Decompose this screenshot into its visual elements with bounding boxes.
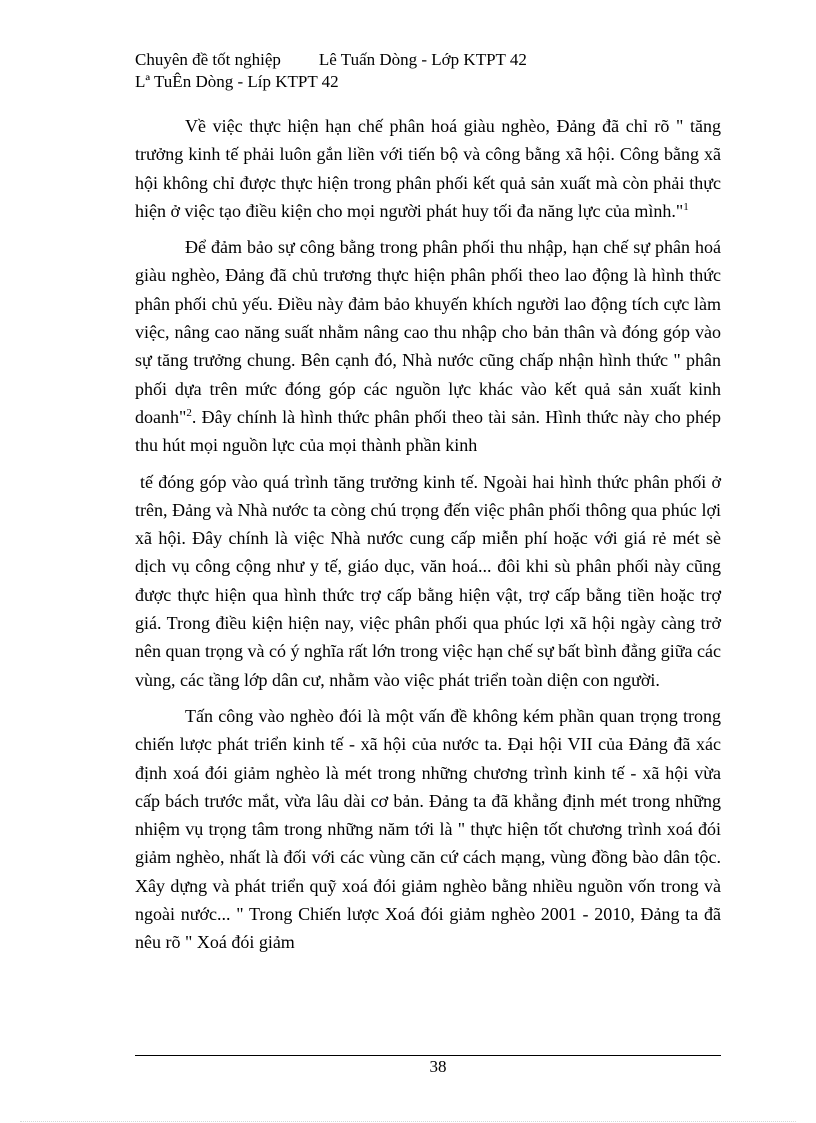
- page-bottom-border: [20, 1121, 796, 1122]
- paragraph-2-text-after: . Đây chính là hình thức phân phối theo tài sản. Hình thức này cho phép thu hút mọi nguồn lực của mọi thành phần kinh: [135, 406, 721, 456]
- paragraph-2-text-before: Để đảm bảo sự công bằng trong phân phối thu nhập, hạn chế sự phân hoá giàu nghèo, Đảng đã chủ trương thực hiện phân phối theo lao động là hình thức phân phối chủ yếu. Điều này đảm bảo khuyến khích người lao động tích cực làm việc, nâng cao năng suất nhằm nâng cao thu nhập cho bản thân và đóng góp vào sự tăng trưởng chung. Bên cạnh đó, Nhà nước cũng chấp nhận hình thức " phân phối dựa trên mức đóng góp các nguồn lực khác vào kết quả sản xuất kinh doanh": [135, 237, 721, 427]
- header-author: Lê Tuấn Dòng - Lớp KTPT 42: [318, 50, 527, 69]
- page-header: [135, 50, 527, 70]
- paragraph-4: Tấn công vào nghèo đói là một vấn đề không kém phần quan trọng trong chiến lược phát triển kinh tế - xã hội của nước ta. Đại hội VII của Đảng đã xác định xoá đói giảm nghèo là mét trong những chương trình kinh tế - xã hội vừa cấp bách trước mắt, vừa lâu dài cơ bản. Đảng ta đã khẳng định mét trong những nhiệm vụ trọng tâm trong những năm tới là " thực hiện tốt chương trình xoá đói giảm nghèo, nhất là đối với các vùng căn cứ cách mạng, vùng đồng bào dân tộc. Xây dựng và phát triển quỹ xoá đói giảm nghèo bằng nhiều nguồn vốn trong và ngoài nước... " Trong Chiến lược Xoá đói giảm nghèo 2001 - 2010, Đảng ta đã nêu rõ " Xoá đói giảm: [135, 705, 721, 953]
- paragraph-3: tế đóng góp vào quá trình tăng trưởng kinh tế. Ngoài hai hình thức phân phối ở trên, Đảng và Nhà nước ta còng chú trọng đến việc phân phối thông qua phúc lợi xã hội. Đây chính là việc Nhà nước cung cấp miễn phí hoặc với giá rẻ mét sè dịch vụ công cộng như y tế, giáo dục, văn hoá... đôi khi sù phân phối này cũng được thực hiện qua hình thức trợ cấp bằng hiện vật, trợ cấp bằng tiền hoặc trợ giá. Trong điều kiện hiện nay, việc phân phối qua phúc lợi xã hội ngày càng trở nên quan trọng và có ý nghĩa rất lớn trong việc hạn chế sự bất bình đẳng giữa các vùng, các tầng lớp dân cư, nhằm vào việc phát triển toàn diện con người.: [135, 471, 721, 690]
- footnote-ref-1: 1: [683, 200, 689, 213]
- page-number: 38: [429, 1057, 447, 1076]
- header-garbled-author: Lª TuÊn Dòng - Líp KTPT 42: [135, 72, 339, 91]
- footnote-ref-2: 2: [186, 406, 192, 419]
- body-text: [135, 112, 721, 965]
- paragraph-1-text: Về việc thực hiện hạn chế phân hoá giàu nghèo, Đảng đã chỉ rõ " tăng trưởng kinh tế phải luôn gắn liền với tiến bộ và công bằng xã hội. Công bằng xã hội không chỉ được thực hiện trong phân phối kết quả sản xuất mà còn phải thực hiện ở việc tạo điều kiện cho mọi người phát huy tối đa năng lực của mình.": [135, 116, 721, 221]
- header-subject: Chuyên đề tốt nghiệp: [135, 50, 281, 69]
- paragraph-1: [135, 112, 721, 225]
- paragraph-2: [135, 233, 721, 459]
- footer-divider: [135, 1055, 721, 1056]
